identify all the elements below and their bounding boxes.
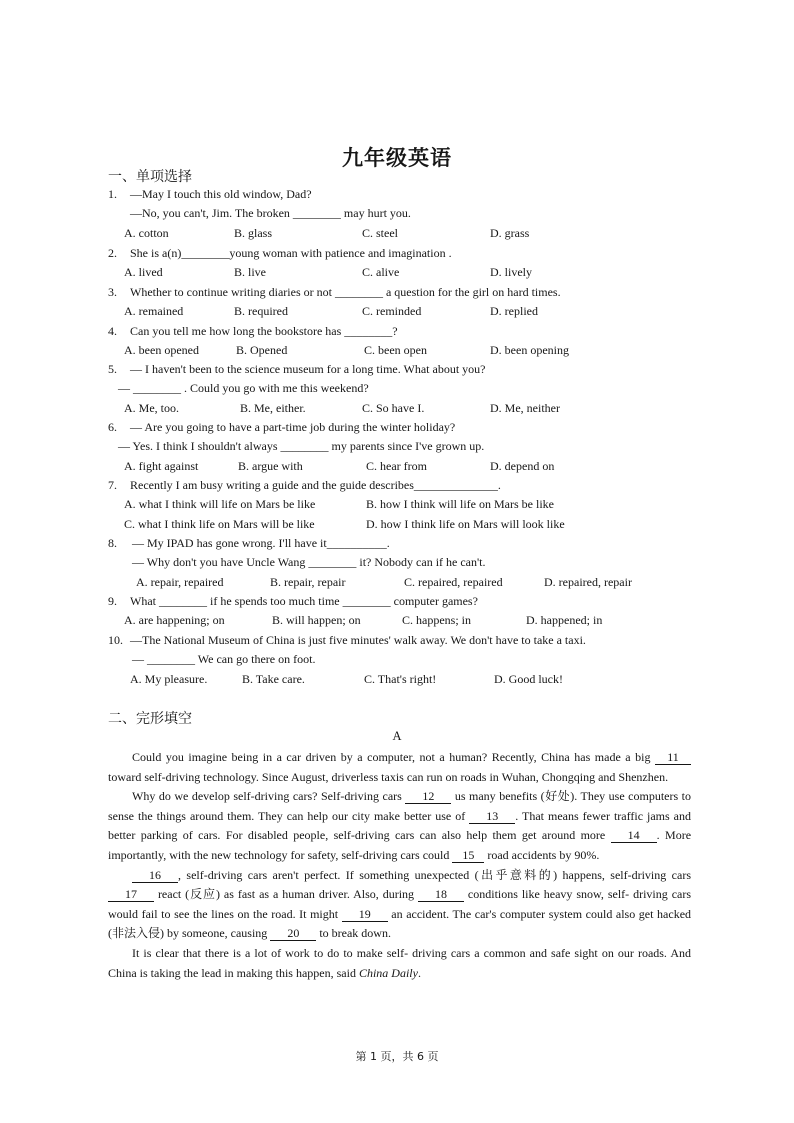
blank-12[interactable]: 12 [405,789,451,804]
option-c[interactable]: C. reminded [362,304,422,319]
blank-16[interactable]: 16 [132,868,178,883]
section-2-heading: 二、完形填空 [108,711,192,727]
option-d[interactable]: D. repaired, repair [544,574,632,589]
page-title: 九年级英语 [342,146,452,170]
question-7: 7. Recently I am busy writing a guide and the guide describes______________. A. what I think will life on Mars be like B. how I think will life on Mars be like C. what I think life on Mars will be like D. how I think life on Mars will look like [108,476,565,534]
question-4: 4. Can you tell me how long the bookstore has ________? A. been opened B. Opened C. been open D. been opening [108,322,569,361]
blank-18[interactable]: 18 [418,887,464,902]
option-b[interactable]: B. will happen; on [272,613,361,628]
passage-label: A [392,729,402,743]
question-9: 9. What ________ if he spends too much time ________ computer games? A. are happening; on B. will happen; on C. happens; in D. happened; in [108,592,602,631]
option-d[interactable]: D. Me, neither [490,400,560,415]
option-c[interactable]: C. steel [362,225,398,240]
paragraph-3: 16 , self-driving cars aren't perfect. If something unexpected (出乎意料的) happens, self-driving cars 17 react (反应) as fast as a human driver. Also, during 18 conditions like heavy snow, self- driving cars would fail to see the lines on the road. It might 19 an accident. The car's computer system could also get hacked (非法入侵) by someone, causing 20 to break down. [108,867,692,941]
option-b[interactable]: B. how I think will life on Mars be like [366,497,554,512]
blank-14[interactable]: 14 [611,828,657,843]
option-b[interactable]: B. argue with [238,458,303,473]
option-c[interactable]: C. alive [362,265,400,280]
option-d[interactable]: D. depend on [490,458,555,473]
option-a[interactable]: A. what I think will life on Mars be like [124,497,316,512]
question-3: 3. Whether to continue writing diaries or not ________ a question for the girl on hard times. A. remained B. required C. reminded D. replied [108,283,561,322]
option-c[interactable]: C. So have I. [362,400,425,415]
option-a[interactable]: A. fight against [124,458,199,473]
paragraph-2: Why do we develop self-driving cars? Self-driving cars 12 us many benefits (好处). They use computers to sense the things around them. They can help our city make better use of 13 . That means fewer traffic jams and better parking of cars. For disabled people, self-driving cars can also help them get around more 14 . More importantly, with the new technology for safety, self-driving cars could 15 road accidents by 90%. [108,789,692,862]
option-c[interactable]: C. happens; in [402,613,471,628]
question-5: 5. — I haven't been to the science museum for a long time. What about you? — ________ . Could you go with me this weekend? A. Me, too. B. Me, either. C. So have I. D. Me, neither [108,360,560,418]
option-d[interactable]: D. Good luck! [494,671,563,686]
question-10: 10. —The National Museum of China is just five minutes' walk away. We don't have to take a taxi. — ________ We can go there on foot. A. My pleasure. B. Take care. C. That's right! D. Good luck! [108,631,586,689]
option-d[interactable]: D. lively [490,265,532,280]
blank-19[interactable]: 19 [342,907,388,922]
option-b[interactable]: B. glass [234,225,273,240]
option-d[interactable]: D. grass [490,225,530,240]
question-6: 6. — Are you going to have a part-time job during the winter holiday? — Yes. I think I shouldn't always ________ my parents since I've grown up. A. fight against B. argue with C. hear from D. depend on [108,418,554,476]
cloze-passage [108,748,691,983]
option-c[interactable]: C. been open [364,343,427,358]
option-a[interactable]: A. been opened [124,343,199,358]
option-c[interactable]: C. what I think life on Mars will be like [124,516,315,531]
blank-13[interactable]: 13 [469,809,515,824]
source-name: China Daily [358,965,418,980]
option-a[interactable]: A. My pleasure. [130,671,208,686]
option-b[interactable]: B. repair, repair [270,574,346,589]
option-d[interactable]: D. happened; in [526,613,603,628]
question-1: 1. —May I touch this old window, Dad? —No, you can't, Jim. The broken ________ may hurt you. A. cotton B. glass C. steel D. grass [108,185,529,243]
option-a[interactable]: A. cotton [124,225,169,240]
option-a[interactable]: A. Me, too. [124,400,179,415]
option-a[interactable]: A. are happening; on [124,613,225,628]
option-d[interactable]: D. replied [490,304,538,319]
blank-20[interactable]: 20 [270,926,316,941]
paragraph-1: Could you imagine being in a car driven by a computer, not a human? Recently, China has made a big 11 toward self-driving technology. Since August, driverless taxis can run on roads in Wuhan, Chongqing and Shenzhen. [108,748,691,787]
option-b[interactable]: B. required [234,304,288,319]
option-c[interactable]: C. repaired, repaired [404,574,503,589]
question-8: 8. — My IPAD has gone wrong. I'll have it__________. — Why don't you have Uncle Wang ________ it? Nobody can if he can't. A. repair, repaired B. repair, repair C. repaired, repaired D. repaired, repair [108,534,632,592]
option-a[interactable]: A. repair, repaired [136,574,224,589]
option-b[interactable]: B. Me, either. [240,400,306,415]
option-c[interactable]: C. That's right! [364,671,437,686]
option-d[interactable]: D. how I think life on Mars will look like [366,516,565,531]
section-1-heading: 一、单项选择 [108,169,192,185]
option-c[interactable]: C. hear from [366,458,427,473]
blank-17[interactable]: 17 [108,887,154,902]
page-footer: 第 1 页，共 6 页 [355,1050,439,1063]
blank-11[interactable]: 11 [655,750,691,765]
option-b[interactable]: B. Take care. [242,671,305,686]
question-2: 2. She is a(n)________young woman with patience and imagination . A. lived B. live C. alive D. lively [108,244,532,283]
paragraph-4: It is clear that there is a lot of work to do to make self- driving cars a common and safe sight on our roads. And China is taking the lead in making this happen, said China Daily. [108,945,691,980]
option-a[interactable]: A. lived [124,265,163,280]
option-b[interactable]: B. live [234,265,266,280]
option-d[interactable]: D. been opening [490,343,569,358]
blank-15[interactable]: 15 [452,848,484,863]
option-b[interactable]: B. Opened [236,343,288,358]
option-a[interactable]: A. remained [124,304,184,319]
